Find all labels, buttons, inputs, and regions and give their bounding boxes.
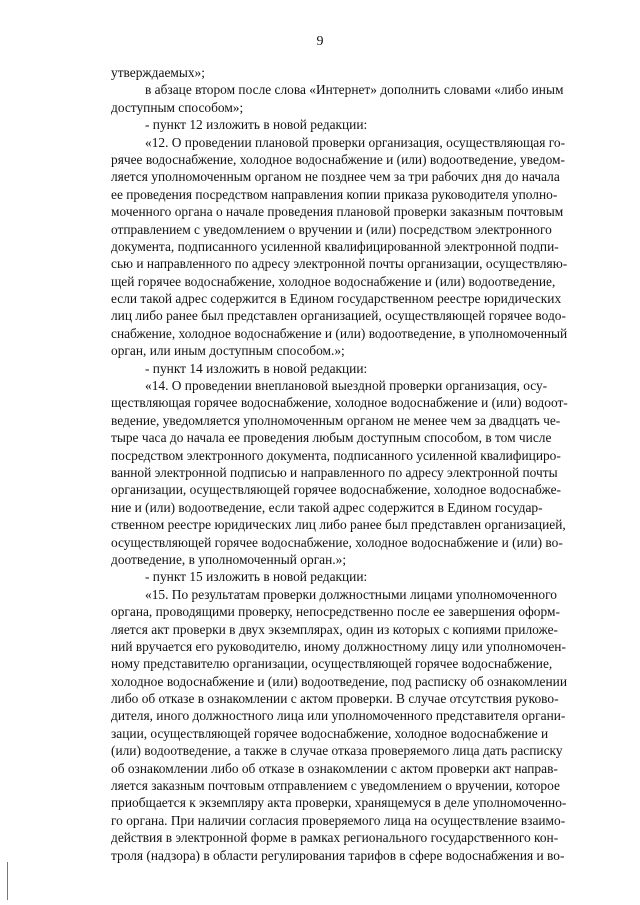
text-line: щей горячее водоснабжение, холодное водоснабжение и (или) водоотведение, [111, 273, 556, 289]
text-line: доотведение, в уполномоченный орган.»; [111, 551, 347, 567]
text-line: зации, осуществляющей горячее водоснабжение, холодное водоснабжение и [111, 725, 549, 741]
text-line: го органа. При наличии согласия проверяемого лица на осуществление взаимо- [111, 812, 566, 828]
text-line: лиц либо ранее был представлен организацией, осуществляющей горячее водо- [111, 308, 566, 324]
text-line: - пункт 15 изложить в новой редакции: [145, 569, 368, 585]
page-number: 9 [316, 34, 324, 49]
text-line: приобщается к экземпляру акта проверки, хранящемуся в деле уполномоченно- [111, 795, 567, 811]
text-line: «12. О проведении плановой проверки организация, осуществляющая го- [145, 134, 566, 150]
text-line: тыре часа до начала ее проведения любым доступным способом, в том числе [111, 430, 552, 446]
text-line: ний вручается его руководителю, иному должностному лицу или уполномочен- [111, 638, 566, 654]
text-line: «14. О проведении внеплановой выездной проверки организация, осу- [145, 378, 548, 394]
text-line: либо об отказе в ознакомлении с актом проверки. В случае отсутствия руково- [111, 691, 559, 707]
text-line: утверждаемых»; [111, 65, 205, 80]
text-line: ляется заказным почтовым отправлением с уведомлением о вручении, которое [111, 778, 560, 794]
text-line: документа, подписанного усиленной квалифицированной электронной подпи- [111, 238, 559, 254]
text-line: дителя, иного должностного лица или уполномоченного представителя органи- [111, 708, 566, 724]
text-line: орган, или иным доступным способом.»; [111, 343, 345, 359]
text-line: моченного органа о начале проведения плановой проверки заказным почтовым [111, 204, 564, 220]
text-line: снабжение, холодное водоснабжение и (или) водоотведение, в уполномоченный [111, 325, 568, 341]
text-line: если такой адрес содержится в Едином государственном реестре юридических [111, 291, 562, 307]
document-body [111, 64, 568, 864]
text-line: рячее водоснабжение, холодное водоснабжение и (или) водоотведение, уведом- [111, 151, 565, 167]
text-line: (или) водоотведение, а также в случае отказа проверяемого лица дать расписку [111, 743, 563, 759]
text-line: в абзаце втором после слова «Интернет» дополнить словами «либо иным [145, 82, 564, 98]
text-line: троля (надзора) в области регулирования тарифов в сфере водоснабжения и во- [111, 847, 565, 863]
text-line: организации, осуществляющей горячее водоснабжение, холодное водоснабже- [111, 482, 562, 498]
text-line: об ознакомлении либо об отказе в ознакомлении с актом проверки акт направ- [111, 760, 558, 776]
scan-edge-mark [7, 862, 8, 900]
text-line: посредством электронного документа, подписанного усиленной квалифициро- [111, 447, 561, 463]
text-line: ному представителю организации, осуществляющей горячее водоснабжение, [111, 656, 553, 672]
text-line: - пункт 12 изложить в новой редакции: [145, 117, 368, 133]
text-line: «15. По результатам проверки должностными лицами уполномоченного [145, 586, 557, 602]
text-line: доступным способом»; [111, 99, 244, 115]
text-line: ее проведения посредством направления копии приказа руководителя уполно- [111, 186, 558, 202]
text-line: действия в электронной форме в рамках регионального государственного кон- [111, 830, 559, 846]
text-line: ственном реестре юридических лиц либо ранее был представлен организацией, [111, 517, 566, 533]
text-line: органа, проводящими проверку, непосредственно после ее завершения оформ- [111, 604, 560, 620]
text-line: ванной электронной подписью и направленного по адресу электронной почты [111, 464, 558, 480]
text-line: сью и направленного по адресу электронной почты организации, осуществляю- [111, 256, 568, 272]
text-line: ние и (или) водоотведение, если такой адрес содержится в Едином государ- [111, 499, 543, 515]
text-line: холодное водоснабжение и (или) водоотведение, под расписку об ознакомлении [111, 673, 567, 689]
text-line: осуществляющей горячее водоснабжение, холодное водоснабжение и (или) во- [111, 534, 563, 550]
text-line: - пункт 14 изложить в новой редакции: [145, 360, 368, 376]
text-line: ведение, уведомляется уполномоченным органом не менее чем за двадцать че- [111, 412, 561, 428]
text-line: ществляющая горячее водоснабжение, холодное водоснабжение и (или) водоот- [111, 395, 568, 411]
text-line: ляется уполномоченным органом не позднее чем за три рабочих дня до начала [111, 169, 560, 185]
text-line: отправлением с уведомлением о вручении и (или) посредством электронного [111, 221, 552, 237]
text-line: ляется акт проверки в двух экземплярах, один из которых с копиями приложе- [111, 621, 558, 637]
